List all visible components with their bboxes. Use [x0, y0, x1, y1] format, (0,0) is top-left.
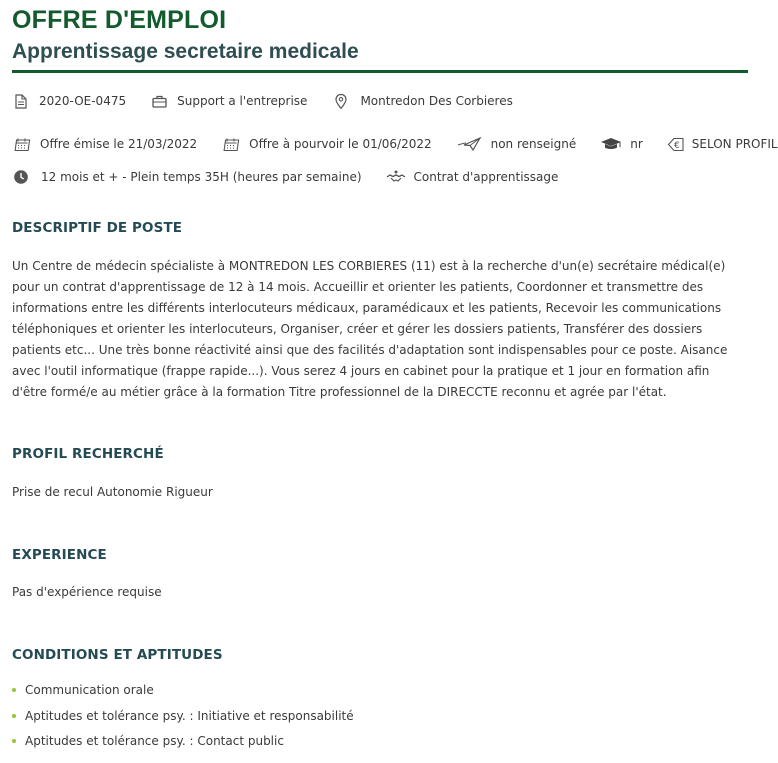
- list-item: Aptitudes et tolérance psy. : Initiative et responsabilité: [12, 706, 354, 732]
- meta-to-fill-text: Offre à pourvoir le 01/06/2022: [249, 137, 432, 151]
- briefcase-icon: [150, 92, 168, 110]
- meta-location: [331, 92, 512, 110]
- profil-text: Prise de recul Autonomie Rigueur: [12, 485, 213, 499]
- graduation-cap-icon: [600, 135, 622, 153]
- meta-salary-text: SELON PROFIL: [691, 137, 778, 151]
- map-pin-icon: [331, 92, 351, 110]
- section-title-experience: EXPERIENCE: [12, 547, 107, 563]
- descriptif-text: Un Centre de médecin spécialiste à MONTREDON LES CORBIERES (11) est à la recherche d'un(e) secrétaire médical(e) pour un contrat d'apprentissage de 12 à 14 mois. Accueillir et orienter les patients, Coordonner et transmettre des informations entre les différents interlocuteurs médicaux, paramédicaux et les patients, Recevoir les communications téléphoniques et orienter les interlocuteurs, Organiser, créer et gérer les dossiers patients, Transférer des dossiers patients etc... Une très bonne réactivité ainsi que des facilités d'adaptation sont indispensables pour ce poste. Aisance avec l'outil informatique (frappe rapide...). Vous serez 4 jours en cabinet pour la pratique et 1 jour en formation afin d'être formé/e au métier grâce à la formation Titre professionnel de la DIRECCTE reconnu et agrée par l'état.: [12, 259, 728, 399]
- meta-contract-text: Contrat d'apprentissage: [413, 170, 559, 184]
- list-item: Aptitudes et tolérance psy. : Contact public: [12, 731, 354, 757]
- meta-issued: [12, 135, 197, 153]
- euro-icon: [667, 135, 684, 153]
- meta-education: [600, 135, 643, 153]
- meta-contract: [386, 168, 559, 186]
- meta-education-text: nr: [630, 137, 643, 151]
- section-title-profil: PROFIL RECHERCHÉ: [12, 446, 164, 462]
- meta-employer: [150, 92, 307, 110]
- meta-issued-text: Offre émise le 21/03/2022: [40, 137, 198, 151]
- meta-row-1: [12, 91, 513, 111]
- experience-text: Pas d'expérience requise: [12, 585, 162, 599]
- title-divider: [12, 70, 748, 73]
- meta-duration-text: 12 mois et + - Plein temps 35H (heures par semaine): [41, 170, 362, 184]
- meta-row-3: [12, 167, 558, 187]
- meta-duration: [12, 168, 362, 186]
- meta-contact-text: non renseigné: [490, 137, 577, 151]
- paper-plane-icon: [456, 135, 482, 153]
- meta-to-fill: [221, 135, 431, 153]
- meta-salary: [667, 135, 778, 153]
- section-title-conditions: CONDITIONS ET APTITUDES: [12, 647, 223, 663]
- meta-reference: [12, 92, 126, 110]
- page-kicker: OFFRE D'EMPLOI: [12, 6, 227, 34]
- handshake-icon: [386, 168, 406, 186]
- meta-contact: [456, 135, 577, 153]
- conditions-list: [12, 680, 354, 757]
- document-icon: [12, 92, 30, 110]
- meta-employer-text: Support a l'entreprise: [177, 94, 308, 108]
- clock-icon: [12, 168, 30, 186]
- meta-row-2: [12, 134, 778, 154]
- calendar-icon: [12, 135, 30, 153]
- meta-reference-text: 2020-OE-0475: [39, 94, 127, 108]
- calendar-icon: [221, 135, 239, 153]
- section-title-descriptif: DESCRIPTIF DE POSTE: [12, 220, 183, 236]
- list-item: Communication orale: [12, 680, 354, 706]
- svg-text:€: €: [673, 140, 680, 151]
- meta-location-text: Montredon Des Corbieres: [360, 94, 513, 108]
- page-title: Apprentissage secretaire medicale: [12, 40, 359, 63]
